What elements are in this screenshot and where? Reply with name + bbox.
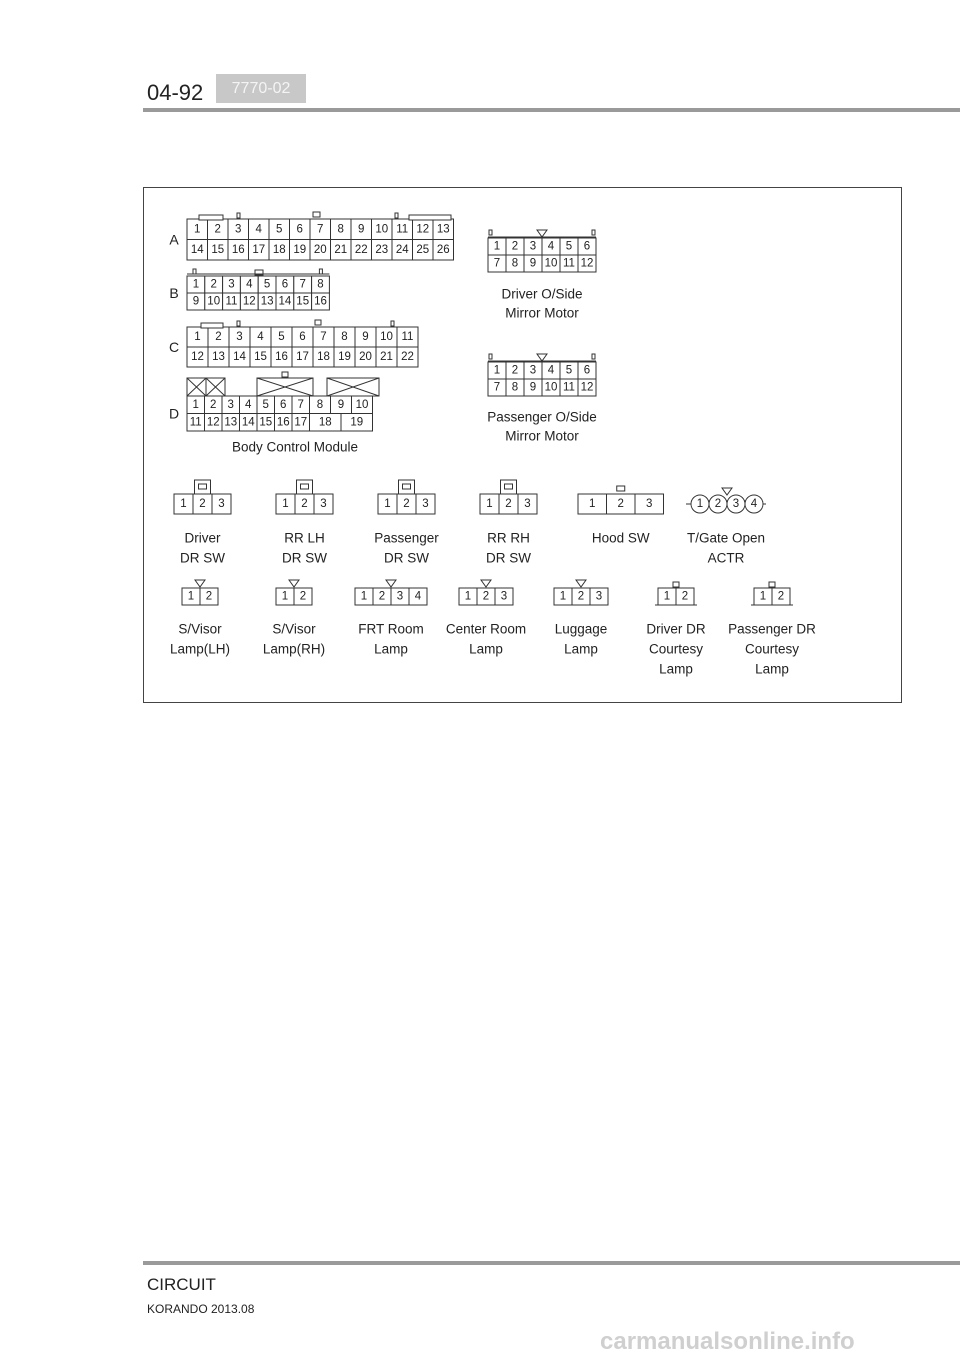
pin-number: 2 xyxy=(199,498,206,510)
mirror-label: Passenger O/Side xyxy=(487,409,597,425)
pin-number: 14 xyxy=(233,351,246,363)
pin-grid xyxy=(488,238,596,272)
pin-number: 1 xyxy=(187,590,195,603)
switch-label: T/Gate Open xyxy=(686,530,766,546)
pin-number: 20 xyxy=(359,351,372,363)
lamp-label: Courtesy xyxy=(648,641,704,657)
pin-grid xyxy=(187,396,373,431)
pin-number: 4 xyxy=(245,398,252,411)
pin-number: 8 xyxy=(511,381,519,394)
lamp-label: Driver DR xyxy=(646,621,706,637)
switch-label: DR SW xyxy=(282,550,327,566)
pin-number: 2 xyxy=(301,498,308,510)
pin-number: 3 xyxy=(422,498,429,510)
pin-grid xyxy=(480,494,537,514)
pin-number: 23 xyxy=(375,243,389,256)
switch-label: RR RH xyxy=(487,530,530,546)
pin-grid xyxy=(187,219,454,260)
connector-label: D xyxy=(168,405,180,422)
pin-number: 25 xyxy=(416,243,430,256)
pin-number: 9 xyxy=(337,398,345,411)
pin-number: 14 xyxy=(278,295,292,308)
pin-grid xyxy=(182,588,218,605)
pin-number: 2 xyxy=(403,498,410,510)
pin-number: 5 xyxy=(565,364,573,377)
pin-number: 3 xyxy=(228,278,235,291)
switch-label: DR SW xyxy=(384,550,429,566)
mirror-label: Driver O/Side xyxy=(501,286,583,302)
latch-tab xyxy=(282,372,288,377)
pin-number: 19 xyxy=(293,243,307,256)
pin-number: 3 xyxy=(529,364,537,377)
bcm-connector-c xyxy=(169,320,418,367)
pin-number: 2 xyxy=(505,498,512,510)
switch-connector xyxy=(480,480,537,566)
pin-number: 8 xyxy=(316,398,324,411)
pin-number: 7 xyxy=(493,381,501,394)
pin-grid xyxy=(488,362,596,396)
pin-number: 15 xyxy=(254,351,267,363)
pin-number: 16 xyxy=(276,416,290,429)
pin-number: 7 xyxy=(320,331,327,343)
switch-label: RR LH xyxy=(284,530,325,546)
lamp-connector xyxy=(170,580,230,657)
pin-number: 4 xyxy=(547,364,555,377)
pin-number: 24 xyxy=(395,243,409,256)
pin-number: 12 xyxy=(206,416,220,429)
lamp-label: Lamp xyxy=(755,661,789,677)
pin-number: 15 xyxy=(259,416,273,429)
pin-number: 7 xyxy=(299,278,306,291)
pin-number: 3 xyxy=(529,240,537,253)
lamp-label: Lamp xyxy=(564,641,598,657)
latch-tab xyxy=(201,323,223,328)
pin-number: 21 xyxy=(380,351,393,363)
pin-grid xyxy=(658,588,694,605)
pin-grid xyxy=(554,588,608,605)
pin-number: 4 xyxy=(750,498,758,510)
latch-tab xyxy=(592,354,595,359)
footer-section: CIRCUIT xyxy=(147,1275,216,1294)
pin-number: 11 xyxy=(396,223,409,236)
pin-number: 2 xyxy=(299,590,307,603)
switch-label: Hood SW xyxy=(591,530,650,546)
pin-number: 16 xyxy=(275,351,288,363)
lamp-label: Lamp(LH) xyxy=(169,641,231,657)
pin-number: 10 xyxy=(544,257,558,270)
pin-number: 11 xyxy=(189,416,202,429)
pin-number: 5 xyxy=(262,398,269,411)
pin-number: 2 xyxy=(777,590,785,603)
switch-connector xyxy=(374,480,439,566)
switch-label: ACTR xyxy=(707,550,745,566)
lamp-label: S/Visor xyxy=(272,621,316,637)
switch-connector xyxy=(174,480,231,566)
pin-grid xyxy=(754,588,790,605)
key-notch xyxy=(481,580,491,587)
switch-connector xyxy=(276,480,333,566)
pin-number: 13 xyxy=(260,295,274,308)
lamp-label: Center Room xyxy=(445,621,527,637)
mirror-motor-connector xyxy=(488,230,596,321)
mirror-motor-connector xyxy=(487,354,597,444)
pin-number: 14 xyxy=(190,243,204,256)
pin-number: 3 xyxy=(236,331,243,343)
lamp-label: Passenger DR xyxy=(728,621,816,637)
pin-number: 1 xyxy=(493,240,501,253)
pin-number: 11 xyxy=(563,257,575,270)
pin-number: 6 xyxy=(296,223,303,236)
pin-grid xyxy=(459,588,513,605)
pin-number: 17 xyxy=(294,416,308,429)
latch-tab xyxy=(409,215,451,220)
pin-grid xyxy=(174,494,231,514)
lamp-connector xyxy=(446,580,526,657)
pin-number: 3 xyxy=(732,498,740,510)
key-notch xyxy=(537,354,547,361)
page-number: 04-92 xyxy=(147,80,204,105)
pin-number: 2 xyxy=(681,590,689,603)
pin-number: 1 xyxy=(192,278,200,291)
lamp-connector xyxy=(646,582,705,677)
pin-number: 1 xyxy=(360,590,368,603)
pin-number: 3 xyxy=(595,590,603,603)
latch-tab xyxy=(193,269,196,274)
latch-tab xyxy=(391,321,394,326)
pin-number: 15 xyxy=(211,243,225,256)
pin-number: 7 xyxy=(493,257,501,270)
pin-number: 3 xyxy=(320,498,327,510)
key-notch xyxy=(195,580,205,587)
pin-number: 18 xyxy=(272,243,286,256)
pin-number: 26 xyxy=(436,243,450,256)
pin-number: 1 xyxy=(194,223,201,236)
lamp-label: FRT Room xyxy=(358,621,424,637)
pin-number: 9 xyxy=(362,331,369,343)
connector-label: B xyxy=(169,285,179,301)
bcm-title: Body Control Module xyxy=(231,439,359,455)
lamp-label: Lamp(RH) xyxy=(262,641,326,657)
pin-number: 12 xyxy=(416,223,430,236)
pin-number: 1 xyxy=(486,498,493,510)
pin-number: 17 xyxy=(296,351,309,363)
pin-number: 1 xyxy=(589,498,596,510)
pin-number: 15 xyxy=(296,295,310,308)
latch-tab xyxy=(319,269,322,274)
pin-number: 2 xyxy=(617,498,624,510)
lamp-label: Courtesy xyxy=(744,641,800,657)
pin-number: 1 xyxy=(282,498,289,510)
pin-number: 2 xyxy=(210,278,217,291)
pin-number: 19 xyxy=(350,416,364,429)
pin-number: 5 xyxy=(565,240,573,253)
pin-number: 3 xyxy=(227,398,234,411)
pin-number: 10 xyxy=(375,223,389,236)
latch-tab xyxy=(199,484,207,489)
lamp-connector xyxy=(728,582,816,677)
key-notch xyxy=(537,230,547,237)
pin-number: 7 xyxy=(297,398,304,411)
pin-number: 3 xyxy=(218,498,225,510)
pin-number: 11 xyxy=(401,331,414,343)
pin-number: 6 xyxy=(583,240,591,253)
pin-number: 2 xyxy=(714,498,722,510)
pin-number: 18 xyxy=(318,416,332,429)
section-code-badge: 7770-02 xyxy=(216,74,306,103)
pin-number: 2 xyxy=(215,331,222,343)
pin-number: 1 xyxy=(759,590,767,603)
pin-number: 2 xyxy=(214,223,221,236)
latch-tab xyxy=(315,320,321,325)
pin-number: 2 xyxy=(205,590,213,603)
pin-number: 5 xyxy=(278,331,285,343)
pin-number: 7 xyxy=(317,223,324,236)
pin-number: 3 xyxy=(396,590,404,603)
pin-number: 5 xyxy=(263,278,271,291)
pin-number: 11 xyxy=(563,381,575,394)
pin-number: 16 xyxy=(231,243,245,256)
latch-tab xyxy=(769,582,775,587)
pin-number: 4 xyxy=(255,223,262,236)
pin-number: 8 xyxy=(341,331,348,343)
watermark: carmanualsonline.info xyxy=(600,1328,855,1355)
pin-number: 4 xyxy=(414,590,422,603)
switch-label: Passenger xyxy=(374,530,439,546)
latch-tab xyxy=(395,213,398,218)
latch-tab xyxy=(592,230,595,235)
pin-number: 1 xyxy=(281,590,289,603)
pin-number: 13 xyxy=(212,351,225,363)
pin-number: 12 xyxy=(191,351,204,363)
pin-number: 1 xyxy=(559,590,567,603)
pin-number: 2 xyxy=(577,590,585,603)
pin-number: 8 xyxy=(317,278,324,291)
pin-number: 3 xyxy=(500,590,508,603)
pin-number: 6 xyxy=(280,398,287,411)
latch-tab xyxy=(237,321,240,326)
pin-number: 1 xyxy=(194,331,201,343)
footer-model: KORANDO 2013.08 xyxy=(147,1302,255,1316)
switch-connector xyxy=(578,486,664,546)
switch-connector xyxy=(686,488,766,566)
pin-number: 19 xyxy=(338,351,351,363)
key-notch xyxy=(576,580,586,587)
pin-number: 12 xyxy=(580,257,594,270)
lamp-connector xyxy=(263,580,325,657)
latch-tab xyxy=(403,484,411,489)
latch-tab xyxy=(237,213,240,218)
pin-number: 3 xyxy=(524,498,531,510)
pin-number: 21 xyxy=(334,243,348,256)
pin-number: 2 xyxy=(210,398,217,411)
key-notch xyxy=(722,488,732,495)
pin-number: 10 xyxy=(544,381,558,394)
lamp-connector xyxy=(355,580,427,657)
pin-number: 12 xyxy=(580,381,594,394)
pin-number: 3 xyxy=(646,498,653,510)
pin-number: 1 xyxy=(663,590,671,603)
latch-tab xyxy=(313,212,320,217)
lamp-connector xyxy=(554,580,608,657)
pin-grid xyxy=(578,494,664,514)
switch-label: DR SW xyxy=(180,550,225,566)
pin-number: 1 xyxy=(493,364,501,377)
bcm-connector-a xyxy=(169,212,453,260)
latch-tab xyxy=(673,582,679,587)
pin-grid xyxy=(187,276,329,310)
pin-grid xyxy=(276,588,312,605)
pin-number: 6 xyxy=(299,331,306,343)
pin-number: 1 xyxy=(180,498,187,510)
latch-tab xyxy=(617,486,625,491)
latch-tab xyxy=(505,484,513,489)
pin-grid xyxy=(276,494,333,514)
latch-tab xyxy=(199,215,223,220)
pin-number: 2 xyxy=(511,364,519,377)
pin-number: 8 xyxy=(511,257,519,270)
pin-number: 3 xyxy=(235,223,242,236)
pin-number: 1 xyxy=(192,398,199,411)
pin-grid xyxy=(378,494,435,514)
pin-number: 9 xyxy=(192,295,200,308)
mirror-label: Mirror Motor xyxy=(505,305,579,321)
connector-label: C xyxy=(168,339,180,355)
pin-number: 1 xyxy=(384,498,391,510)
pin-number: 9 xyxy=(529,257,537,270)
pin-number: 2 xyxy=(378,590,386,603)
pin-number: 10 xyxy=(207,295,221,308)
pin-number: 13 xyxy=(436,223,450,236)
bcm-connector-d xyxy=(169,372,379,431)
lamp-label: S/Visor xyxy=(178,621,222,637)
pin-number: 9 xyxy=(529,381,537,394)
pin-number: 4 xyxy=(257,331,264,343)
pin-number: 18 xyxy=(317,351,330,363)
pin-number: 4 xyxy=(246,278,253,291)
mirror-label: Mirror Motor xyxy=(505,428,579,444)
pin-number: 20 xyxy=(313,243,327,256)
key-notch xyxy=(289,580,299,587)
lamp-label: Luggage xyxy=(554,621,608,637)
pin-number: 2 xyxy=(482,590,490,603)
pin-grid xyxy=(187,327,418,367)
latch-tab xyxy=(489,230,492,235)
pin-number: 1 xyxy=(696,498,704,510)
pin-grid xyxy=(355,588,427,605)
latch-tab xyxy=(301,484,309,489)
lamp-label: Lamp xyxy=(374,641,408,657)
pin-number: 22 xyxy=(401,351,414,363)
bcm-connector-b xyxy=(169,269,329,310)
switch-label: Driver xyxy=(184,530,221,546)
pin-number: 2 xyxy=(511,240,519,253)
connector-label: A xyxy=(169,231,179,248)
pin-number: 11 xyxy=(225,295,238,308)
pin-number: 6 xyxy=(583,364,591,377)
pin-number: 14 xyxy=(241,416,255,429)
lamp-label: Lamp xyxy=(469,641,503,657)
pin-number: 13 xyxy=(224,416,238,429)
lamp-label: Lamp xyxy=(659,661,693,677)
pin-number: 16 xyxy=(314,295,327,308)
pin-number: 5 xyxy=(276,223,283,236)
pin-number: 17 xyxy=(252,243,266,256)
pin-number: 4 xyxy=(547,240,555,253)
pin-number: 6 xyxy=(281,278,289,291)
pin-number: 8 xyxy=(337,223,344,236)
switch-label: DR SW xyxy=(486,550,531,566)
key-notch xyxy=(386,580,396,587)
pin-number: 9 xyxy=(358,223,365,236)
pin-number: 22 xyxy=(354,243,368,256)
pin-number: 12 xyxy=(242,295,256,308)
pin-number: 1 xyxy=(464,590,472,603)
pin-number: 10 xyxy=(380,331,393,343)
latch-tab xyxy=(489,354,492,359)
pin-number: 10 xyxy=(355,398,369,411)
footer-rule xyxy=(143,1261,960,1265)
